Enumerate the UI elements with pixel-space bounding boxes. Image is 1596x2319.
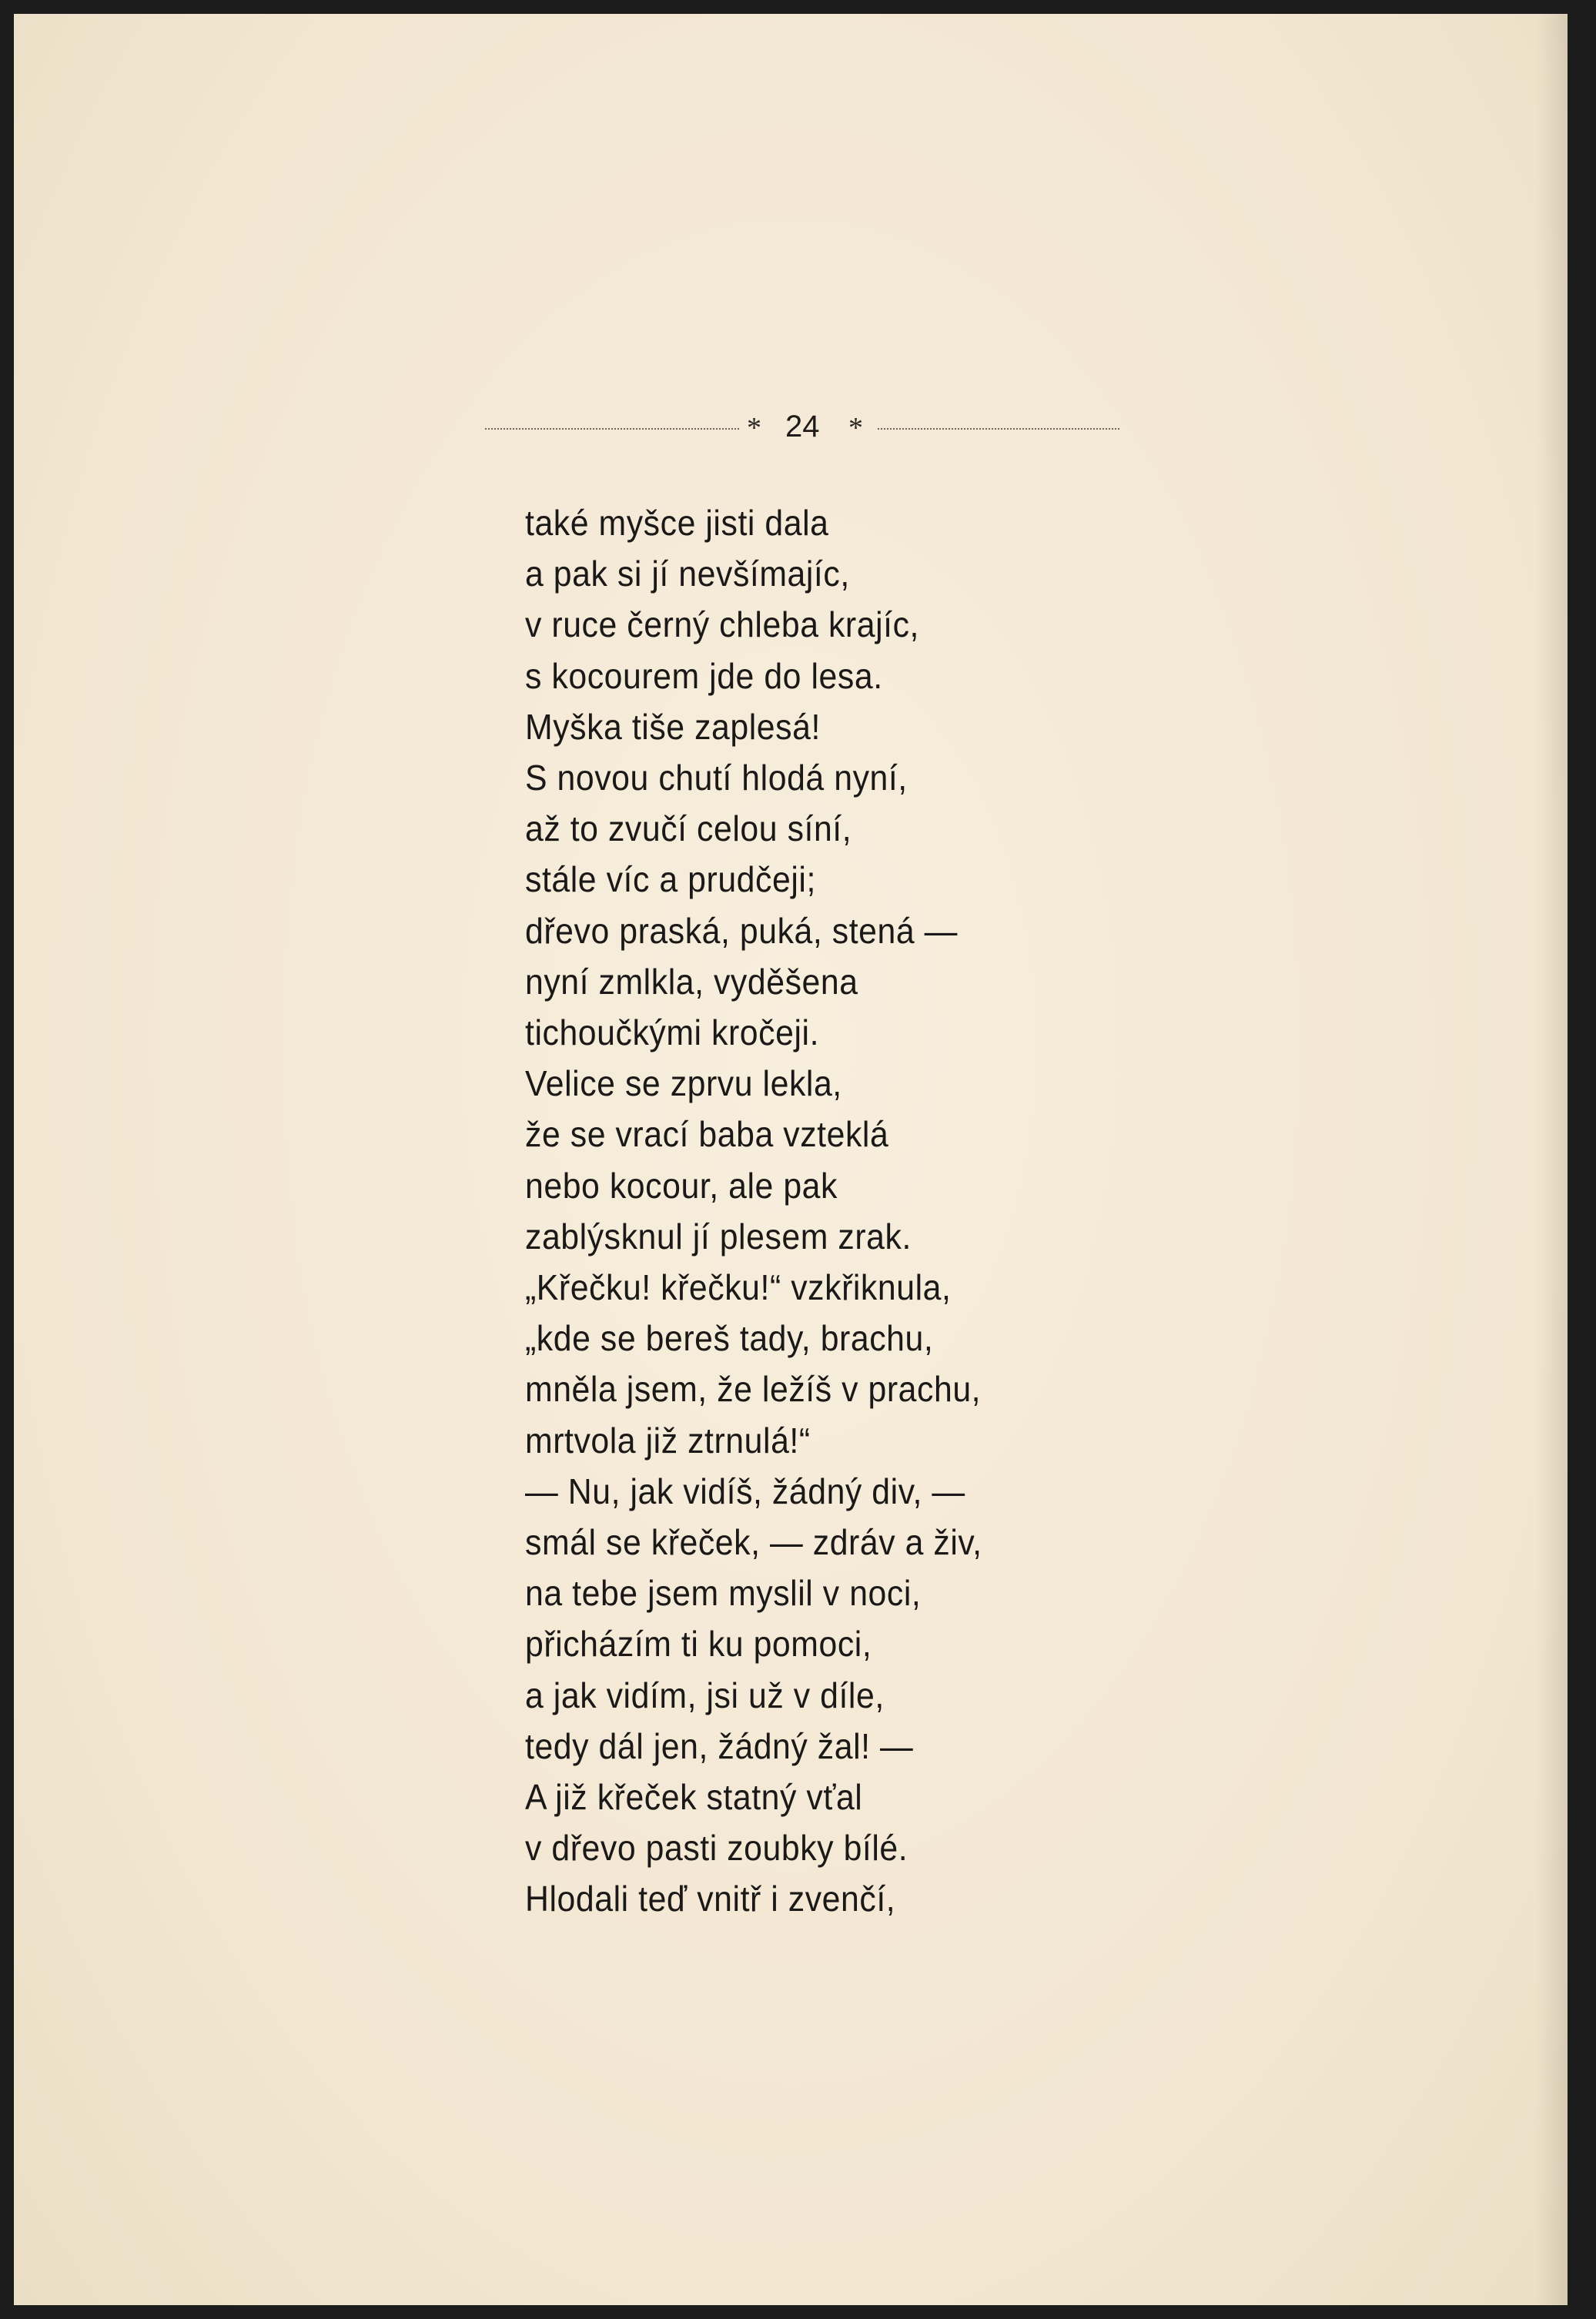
poem-text [525, 497, 1169, 1925]
poem-line: Hlodali teď vnitř i zvenčí, [525, 1879, 896, 1919]
page-edge-shadow [1537, 14, 1568, 2305]
header-rule-right [878, 428, 1119, 430]
poem-line: A již křeček statný vťal [525, 1777, 863, 1818]
poem-line: — Nu, jak vidíš, žádný div, — [525, 1471, 965, 1511]
poem-line: v ruce černý chleba krajíc, [525, 604, 919, 645]
poem-line: dřevo praská, puká, stená — [525, 910, 958, 951]
poem-line: S novou chutí hlodá nyní, [525, 758, 908, 798]
poem-line: zablýsknul jí plesem zrak. [525, 1216, 912, 1257]
page-number: 24 [785, 410, 820, 443]
header-rule-left [485, 428, 739, 430]
poem-line: mněla jsem, že ležíš v prachu, [525, 1369, 982, 1410]
poem-line: s kocourem jde do lesa. [525, 655, 883, 696]
book-page [14, 14, 1568, 2305]
poem-line: „Křečku! křečku!“ vzkřiknula, [525, 1267, 952, 1308]
poem-line: tichoučkými kročeji. [525, 1012, 820, 1053]
poem-line: Myška tiše zaplesá! [525, 706, 821, 747]
poem-line: a jak vidím, jsi už v díle, [525, 1675, 885, 1715]
poem-line: Velice se zprvu lekla, [525, 1063, 842, 1104]
page-header [485, 407, 1119, 445]
poem-line: na tebe jsem myslil v noci, [525, 1573, 922, 1614]
poem-line: v dřevo pasti zoubky bílé. [525, 1828, 908, 1869]
poem-line: mrtvola již ztrnulá!“ [525, 1420, 811, 1461]
poem-line: nebo kocour, ale pak [525, 1165, 838, 1206]
poem-line: smál se křeček, — zdráv a živ, [525, 1522, 982, 1563]
poem-line: stále víc a prudčeji; [525, 859, 816, 900]
header-ornament-right: * [848, 412, 863, 444]
poem-line: že se vrací baba vzteklá [525, 1114, 889, 1155]
header-ornament-left: * [747, 412, 761, 444]
poem-line: „kde se bereš tady, brachu, [525, 1318, 934, 1359]
poem-line: a pak si jí nevšímajíc, [525, 554, 850, 594]
poem-line: nyní zmlkla, vyděšena [525, 961, 858, 1002]
poem-line: až to zvučí celou síní, [525, 808, 852, 849]
poem-line: tedy dál jen, žádný žal! — [525, 1725, 914, 1766]
poem-line: přicházím ti ku pomoci, [525, 1624, 872, 1665]
poem-line: také myšce jisti dala [525, 503, 829, 543]
